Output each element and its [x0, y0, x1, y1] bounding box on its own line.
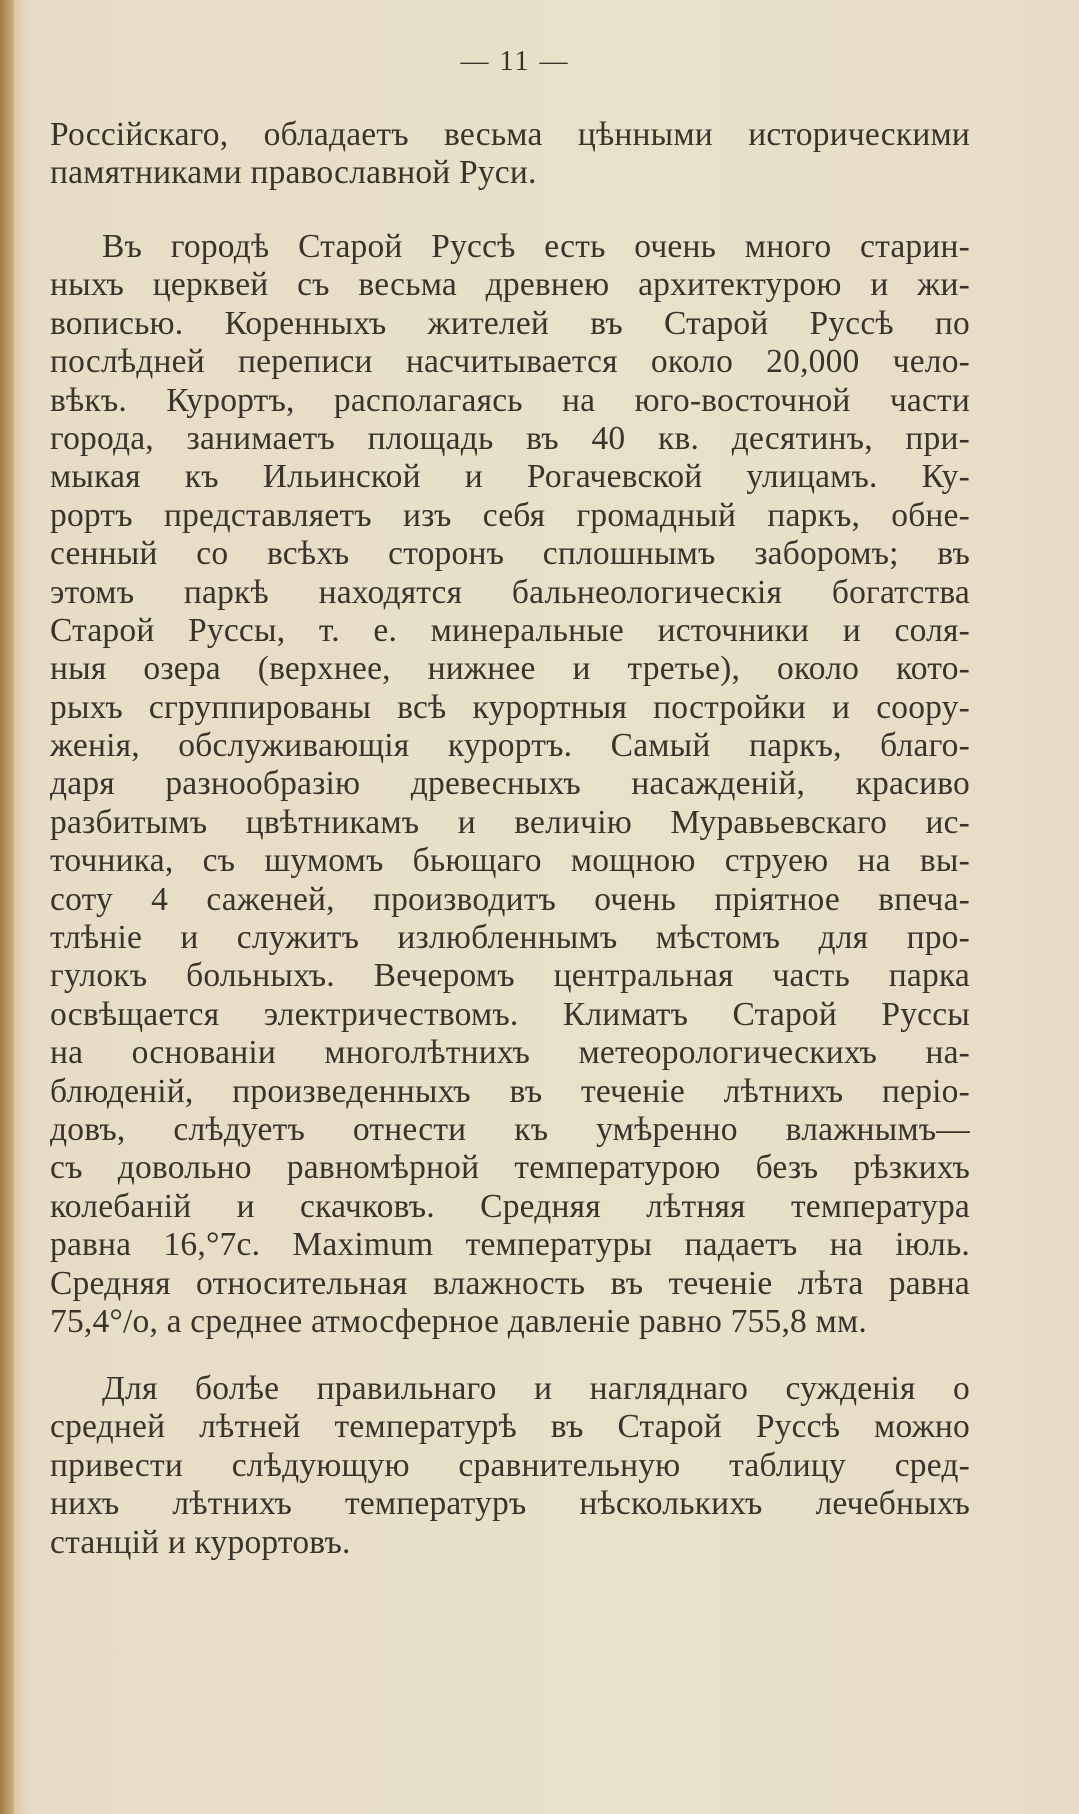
- text-line: средней лѣтней температурѣ въ Старой Руссѣ можно: [50, 1408, 970, 1446]
- text-line: Россійскаго, обладаетъ весьма цѣнными историческими: [50, 116, 970, 153]
- text-line: вѣкъ. Курортъ, располагаясь на юго-восточной части: [50, 381, 970, 419]
- text-line: на основаніи многолѣтнихъ метеорологическихъ на-: [50, 1034, 970, 1072]
- text-line: гулокъ больныхъ. Вечеромъ центральная часть парка: [50, 957, 970, 995]
- text-line: послѣдней переписи насчитывается около 20,000 чело-: [50, 343, 970, 381]
- text-line: освѣщается электричествомъ. Климатъ Старой Руссы: [50, 995, 970, 1033]
- text-line: Средняя относительная влажность въ теченіе лѣта равна: [50, 1264, 970, 1302]
- paragraph-3: [50, 1370, 970, 1562]
- text-line: мыкая къ Ильинской и Рогачевской улицамъ. Ку-: [50, 458, 970, 496]
- text-line: соту 4 саженей, производитъ очень пріятное впеча-: [50, 880, 970, 918]
- text-line: города, занимаетъ площадь въ 40 кв. десятинъ, при-: [50, 419, 970, 457]
- text-line: привести слѣдующую сравнительную таблицу сред-: [50, 1446, 970, 1484]
- text-line: даря разнообразію древесныхъ насажденій, красиво: [50, 765, 970, 803]
- book-spine-edge: [0, 0, 14, 1814]
- text-line: колебаній и скачковъ. Средняя лѣтняя температура: [50, 1187, 970, 1225]
- text-line: нихъ лѣтнихъ температуръ нѣсколькихъ лечебныхъ: [50, 1485, 970, 1523]
- text-line: равна 16,°7с. Maximum температуры падаетъ на іюль.: [50, 1226, 970, 1264]
- text-line: ныхъ церквей съ весьма древнею архитектурою и жи-: [50, 266, 970, 304]
- text-line: ныя озера (верхнее, нижнее и третье), около кото-: [50, 650, 970, 688]
- text-line: этомъ паркѣ находятся бальнеологическія богатства: [50, 573, 970, 611]
- text-line: Для болѣе правильнаго и нагляднаго сужденія о: [102, 1370, 970, 1407]
- text-line: точника, съ шумомъ бьющаго мощною струею на вы-: [50, 842, 970, 880]
- paragraph-1: [50, 116, 970, 193]
- text-line: тлѣніе и служитъ излюбленнымъ мѣстомъ для про-: [50, 919, 970, 957]
- text-line: женія, обслуживающія курортъ. Самый паркъ, благо-: [50, 727, 970, 765]
- text-line: Въ городѣ Старой Руссѣ есть очень много старин-: [102, 228, 970, 265]
- text-line: станцій и курортовъ.: [50, 1523, 351, 1561]
- text-line: рортъ представляетъ изъ себя громадный паркъ, обне-: [50, 496, 970, 534]
- page-number: — 11 —: [460, 46, 570, 77]
- text-line: Старой Руссы, т. е. минеральные источники и соля-: [50, 611, 970, 649]
- text-line: памятниками православной Руси.: [50, 154, 537, 192]
- text-line: съ довольно равномѣрной температурою безъ рѣзкихъ: [50, 1149, 970, 1187]
- text-line: рыхъ сгруппированы всѣ курортныя постройки и соору-: [50, 688, 970, 726]
- text-line: довъ, слѣдуетъ отнести къ умѣренно влажнымъ—: [50, 1110, 970, 1148]
- text-line: 75,4°/о, а среднее атмосферное давленіе равно 755,8 мм.: [50, 1302, 867, 1340]
- text-line: разбитымъ цвѣтникамъ и величію Муравьевскаго ис-: [50, 803, 970, 841]
- text-line: вописью. Коренныхъ жителей въ Старой Руссѣ по: [50, 304, 970, 342]
- text-line: сенный со всѣхъ сторонъ сплошнымъ заборомъ; въ: [50, 535, 970, 573]
- text-line: блюденій, произведенныхъ въ теченіе лѣтнихъ періо-: [50, 1072, 970, 1110]
- paragraph-2: [50, 228, 970, 1341]
